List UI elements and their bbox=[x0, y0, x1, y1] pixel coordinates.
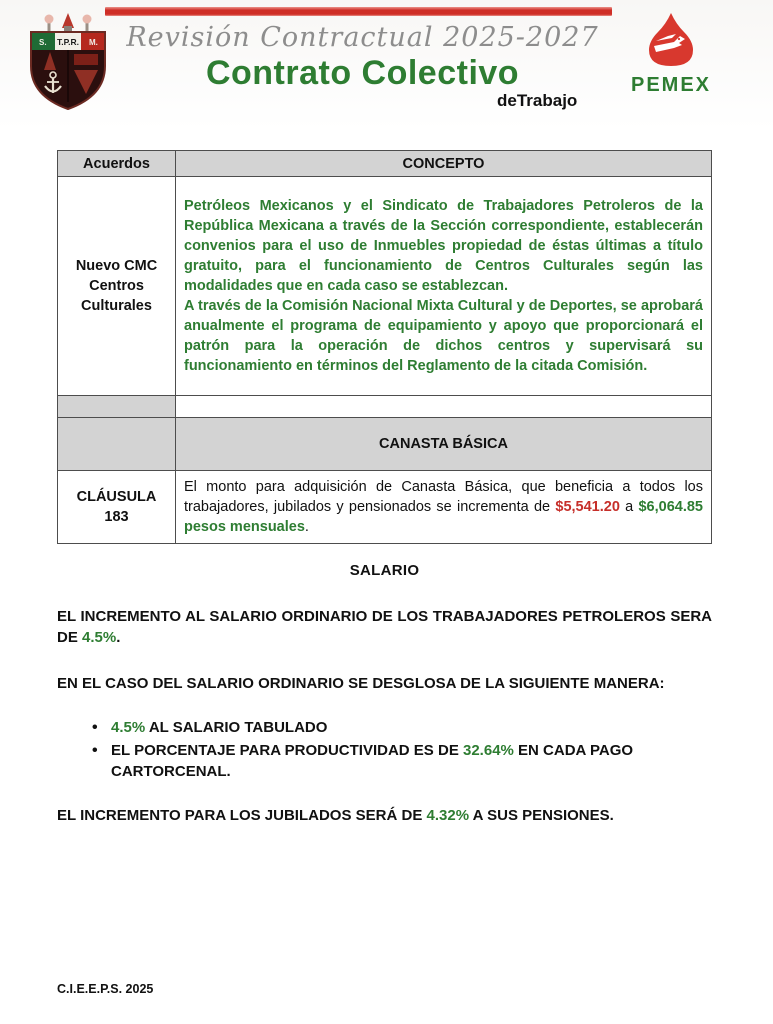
revision-script-title: Revisión Contractual 2025-2027 bbox=[126, 22, 599, 53]
pemex-logo bbox=[626, 12, 716, 97]
clausula-183-label-cell: CLÁUSULA 183 bbox=[58, 471, 176, 544]
svg-text:T.P.R.: T.P.R. bbox=[57, 37, 80, 47]
salario-paragraph-2: EN EL CASO DEL SALARIO ORDINARIO SE DESGLOSA DE LA SIGUIENTE MANERA: bbox=[57, 675, 665, 692]
clausula-183-text-cell: El monto para adquisición de Canasta Básica, que beneficia a todos los trabajadores, jubilados y pensionados se incrementa de $5,541.20 a $6,064.85 pesos mensuales. bbox=[176, 471, 712, 544]
table-row-cmc bbox=[58, 177, 712, 396]
cmc-concepto-cell bbox=[176, 177, 712, 396]
column-header-concepto: CONCEPTO bbox=[176, 151, 712, 177]
salario-section bbox=[57, 562, 712, 826]
canasta-left-cell bbox=[58, 418, 176, 471]
table-header-row bbox=[58, 151, 712, 177]
table-row-clausula-183 bbox=[58, 471, 712, 544]
acuerdos-table bbox=[57, 150, 712, 544]
pemex-wordmark: PEMEX bbox=[630, 74, 712, 96]
salario-paragraph-3: EL INCREMENTO PARA LOS JUBILADOS SERÁ DE 4.32% A SUS PENSIONES. bbox=[57, 807, 614, 824]
table-spacer-row bbox=[58, 396, 712, 418]
union-shield-icon bbox=[26, 12, 110, 114]
cmc-paragraph-1: Petróleos Mexicanos y el Sindicato de Trabajadores Petroleros de la República Mexicana a través de la Sección correspondiente, establecerán convenios para el uso de Inmuebles propiedad de éstas últimas a título gratuito, para el funcionamiento de Centros Culturales según las modalidades que en cada caso se establezcan. bbox=[184, 198, 703, 294]
pemex-drop-eagle-icon bbox=[646, 12, 696, 68]
salario-bullet-list bbox=[90, 717, 712, 782]
red-divider-rule bbox=[105, 7, 612, 16]
page-title: Contrato Colectivo bbox=[205, 54, 520, 92]
spacer-right-cell bbox=[176, 396, 712, 418]
canasta-title-cell: CANASTA BÁSICA bbox=[176, 418, 712, 471]
stprm-union-logo bbox=[26, 12, 110, 114]
salario-bullet-1: • 4.5% AL SALARIO TABULADO bbox=[90, 717, 712, 738]
column-header-acuerdos: Acuerdos bbox=[58, 151, 176, 177]
cmc-paragraph-2: A través de la Comisión Nacional Mixta Cultural y de Deportes, se aprobará anualmente el programa de equipamiento y apoyo que proporcionará el patrón para la operación de dichos centros y supervisará su funcionamiento en términos del Reglamento de la citada Comisión. bbox=[184, 298, 703, 374]
salario-heading: SALARIO bbox=[349, 562, 420, 579]
svg-text:S.: S. bbox=[39, 38, 47, 47]
page-subtitle: deTrabajo bbox=[497, 91, 578, 110]
salario-paragraph-1: EL INCREMENTO AL SALARIO ORDINARIO DE LOS TRABAJADORES PETROLEROS SERA DE 4.5%. bbox=[57, 608, 712, 646]
footer-note: C.I.E.E.P.S. 2025 bbox=[57, 982, 154, 996]
table-row-canasta-title bbox=[58, 418, 712, 471]
svg-text:M.: M. bbox=[89, 38, 98, 47]
cmc-acuerdo-cell: Nuevo CMC Centros Culturales bbox=[58, 177, 176, 396]
salario-bullet-2: • EL PORCENTAJE PARA PRODUCTIVIDAD ES DE 32.64% EN CADA PAGO CARTORCENAL. bbox=[90, 740, 712, 782]
spacer-left-cell bbox=[58, 396, 176, 418]
